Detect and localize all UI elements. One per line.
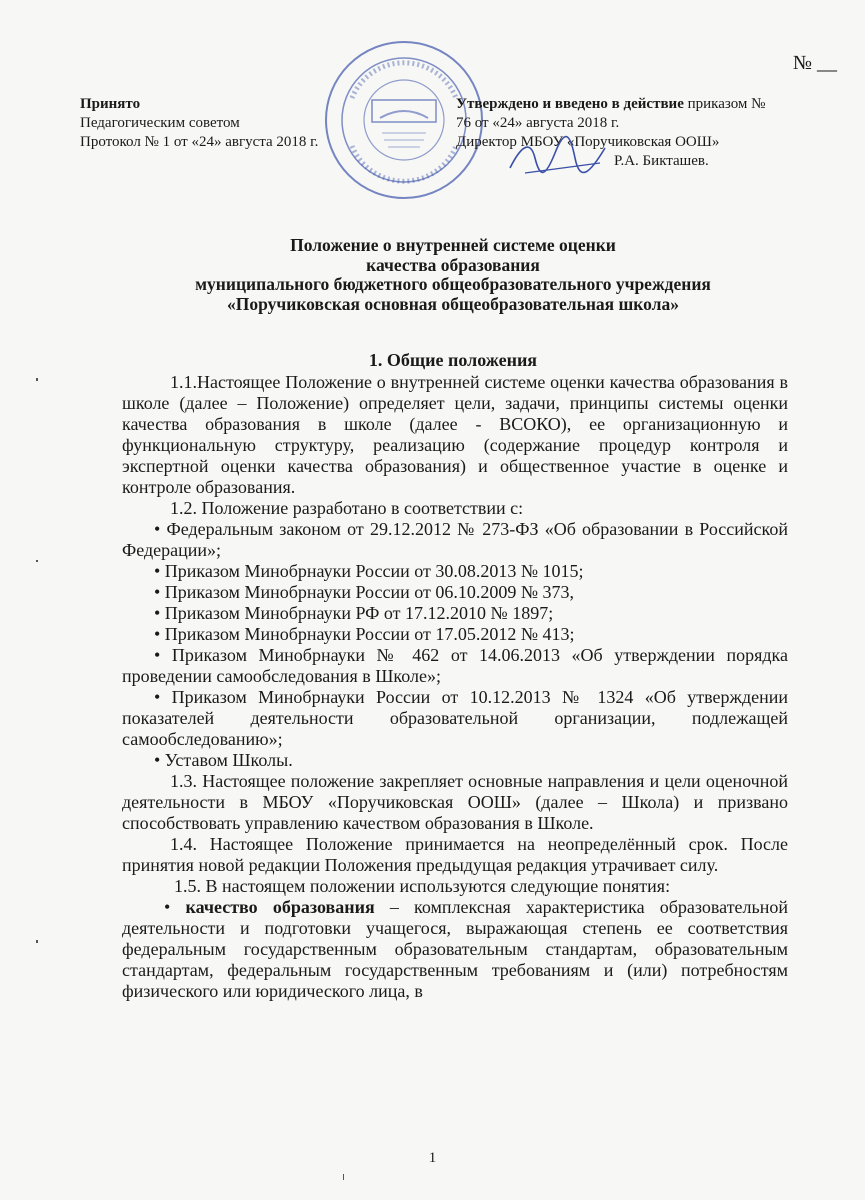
document-number: № __ bbox=[792, 52, 837, 74]
title-line-2: качества образования bbox=[366, 254, 540, 275]
paragraph-1-1: 1.1.Настоящее Положение о внутренней системе оценки качества образования в школе (далее – Положение) определяет цели, задачи, принципы системы оценки качества образования в школе (далее - ВСОКО), ее организационную и функциональную структуру, реализацию (содержание процедур контроля и экспертной оценки качества образования) и общественное участие в оценке и контроле образования. bbox=[122, 372, 788, 497]
approved-director: Директор МБОУ «Поручиковская ООШ» bbox=[456, 134, 720, 150]
definition-bullet: • bbox=[164, 897, 171, 917]
scan-speck bbox=[36, 560, 38, 562]
approved-heading: Утверждено и введено в действие bbox=[456, 96, 684, 112]
scan-speck bbox=[36, 940, 38, 943]
approved-order: приказом № bbox=[683, 96, 766, 112]
legal-basis-item: • Федеральным законом от 29.12.2012 № 273-ФЗ «Об образовании в Российской Федерации»; bbox=[122, 519, 788, 560]
definition-quality bbox=[122, 897, 788, 1002]
legal-basis-item: • Приказом Минобрнауки № 462 от 14.06.2013 «Об утверждении порядка проведении самообследования в Школе»; bbox=[122, 645, 788, 686]
legal-basis-item: • Уставом Школы. bbox=[154, 750, 293, 770]
title-line-4: «Поручиковская основная общеобразовательная школа» bbox=[227, 293, 679, 314]
page-number: 1 bbox=[428, 1150, 437, 1166]
document-title bbox=[120, 236, 786, 314]
section-1-title: 1. Общие положения bbox=[368, 350, 538, 370]
approved-order-date: 76 от «24» августа 2018 г. bbox=[456, 115, 620, 131]
definition-term: качество образования bbox=[185, 897, 375, 917]
paragraph-1-3: 1.3. Настоящее положение закрепляет основные направления и цели оценочной деятельности в МБОУ «Поручиковская ООШ» (далее – Школа) и призвано способствовать управлению качеством образования в Школе. bbox=[122, 771, 788, 833]
document-body bbox=[122, 372, 788, 1002]
adopted-by: Педагогическим советом bbox=[80, 115, 240, 131]
scan-speck bbox=[36, 378, 38, 381]
definition-text: – комплексная характеристика образовательной деятельности и подготовки учащегося, выражающая степень ее соответствия федеральным государственным образовательным стандартам, образовательным стандартам, федеральным государственным требованиям и (или) потребностям физического или юридического лица, в bbox=[122, 897, 789, 1001]
legal-basis-item: • Приказом Минобрнауки России от 30.08.2013 № 1015; bbox=[154, 561, 584, 581]
paragraph-1-4: 1.4. Настоящее Положение принимается на неопределённый срок. После принятия новой редакции Положения предыдущая редакция утрачивает силу. bbox=[122, 834, 788, 875]
adoption-block bbox=[80, 95, 318, 152]
title-line-3: муниципального бюджетного общеобразовательного учреждения bbox=[195, 274, 711, 294]
title-line-1: Положение о внутренней системе оценки bbox=[290, 235, 616, 255]
legal-basis-item: • Приказом Минобрнауки России от 10.12.2013 № 1324 «Об утверждении показателей деятельности образовательной организации, подлежащей самообследованию»; bbox=[122, 687, 788, 749]
adopted-protocol: Протокол № 1 от «24» августа 2018 г. bbox=[80, 134, 319, 150]
legal-basis-item: • Приказом Минобрнауки РФ от 17.12.2010 № 1897; bbox=[154, 603, 554, 623]
adopted-heading: Принято bbox=[80, 96, 141, 112]
paragraph-1-2: 1.2. Положение разработано в соответствии с: bbox=[170, 498, 524, 518]
director-name: Р.А. Бикташев. bbox=[614, 153, 709, 169]
scan-speck bbox=[343, 1174, 344, 1180]
legal-basis-item: • Приказом Минобрнауки России от 17.05.2012 № 413; bbox=[154, 624, 575, 644]
director-signature-icon bbox=[505, 128, 615, 188]
paragraph-1-5: 1.5. В настоящем положении используются следующие понятия: bbox=[174, 876, 671, 896]
legal-basis-item: • Приказом Минобрнауки России от 06.10.2009 № 373, bbox=[154, 582, 575, 602]
